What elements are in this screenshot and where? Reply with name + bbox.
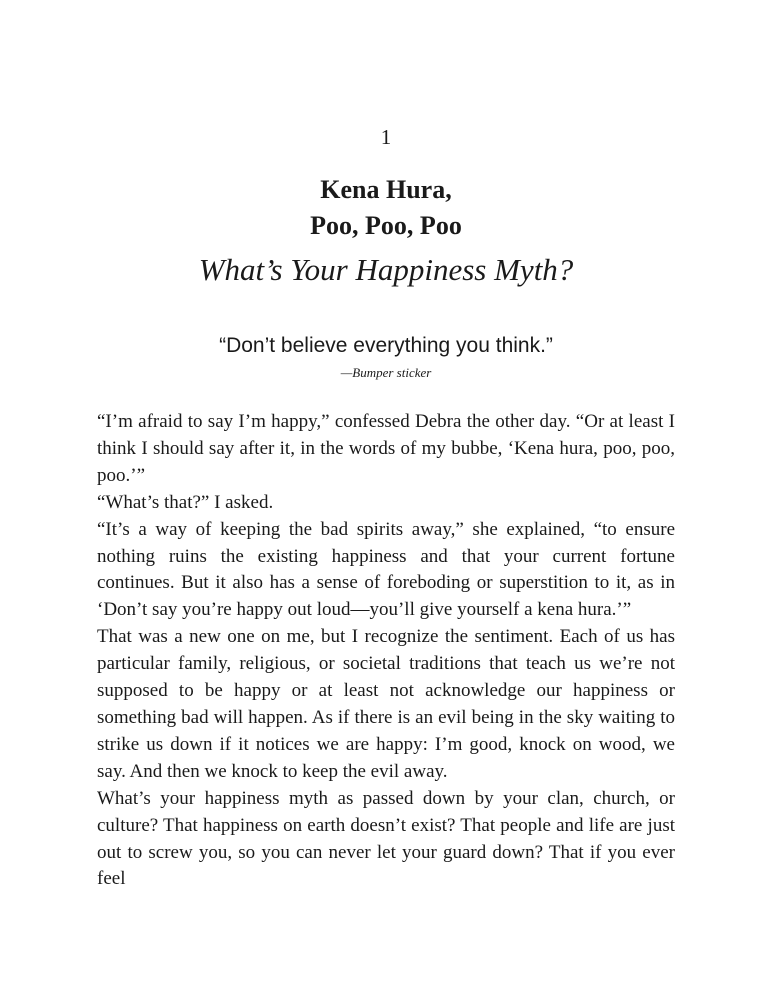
paragraph: “What’s that?” I asked. [97, 491, 274, 513]
chapter-title-line-2: Poo, Poo, Poo [310, 211, 462, 240]
chapter-title [0, 172, 772, 244]
epigraph-attribution: —Bumper sticker [340, 365, 432, 380]
chapter-number: 1 [380, 125, 392, 149]
paragraph: That was a new one on me, but I recognize the sentiment. Each of us has particular family, religious, or societal traditions that teach us we’re not supposed to be happy or at least not acknowledge our happiness or something bad will happen. As if there is an evil being in the sky waiting to strike us down if it notices we are happy: I’m good, knock on wood, we say. And then we knock to keep the evil away. [97, 626, 675, 782]
chapter-subtitle: What’s Your Happiness Myth? [198, 252, 574, 287]
paragraph: “I’m afraid to say I’m happy,” confessed Debra the other day. “Or at least I think I should say after it, in the words of my bubbe, ‘Kena hura, poo, poo, poo.’” [97, 411, 675, 486]
chapter-title-line-1: Kena Hura, [320, 175, 452, 204]
epigraph-quote: “Don’t believe everything you think.” [219, 334, 553, 357]
paragraph: “It’s a way of keeping the bad spirits away,” she explained, “to ensure nothing ruins the existing happiness and that your current fortune continues. But it also has a sense of foreboding or superstition to it, as in ‘Don’t say you’re happy out loud—you’ll give yourself a kena hura.’” [97, 518, 675, 621]
body-text [97, 409, 675, 893]
paragraph: What’s your happiness myth as passed down by your clan, church, or culture? That happiness on earth doesn’t exist? That people and life are just out to screw you, so you can never let your guard down? That if you ever feel [97, 787, 675, 890]
